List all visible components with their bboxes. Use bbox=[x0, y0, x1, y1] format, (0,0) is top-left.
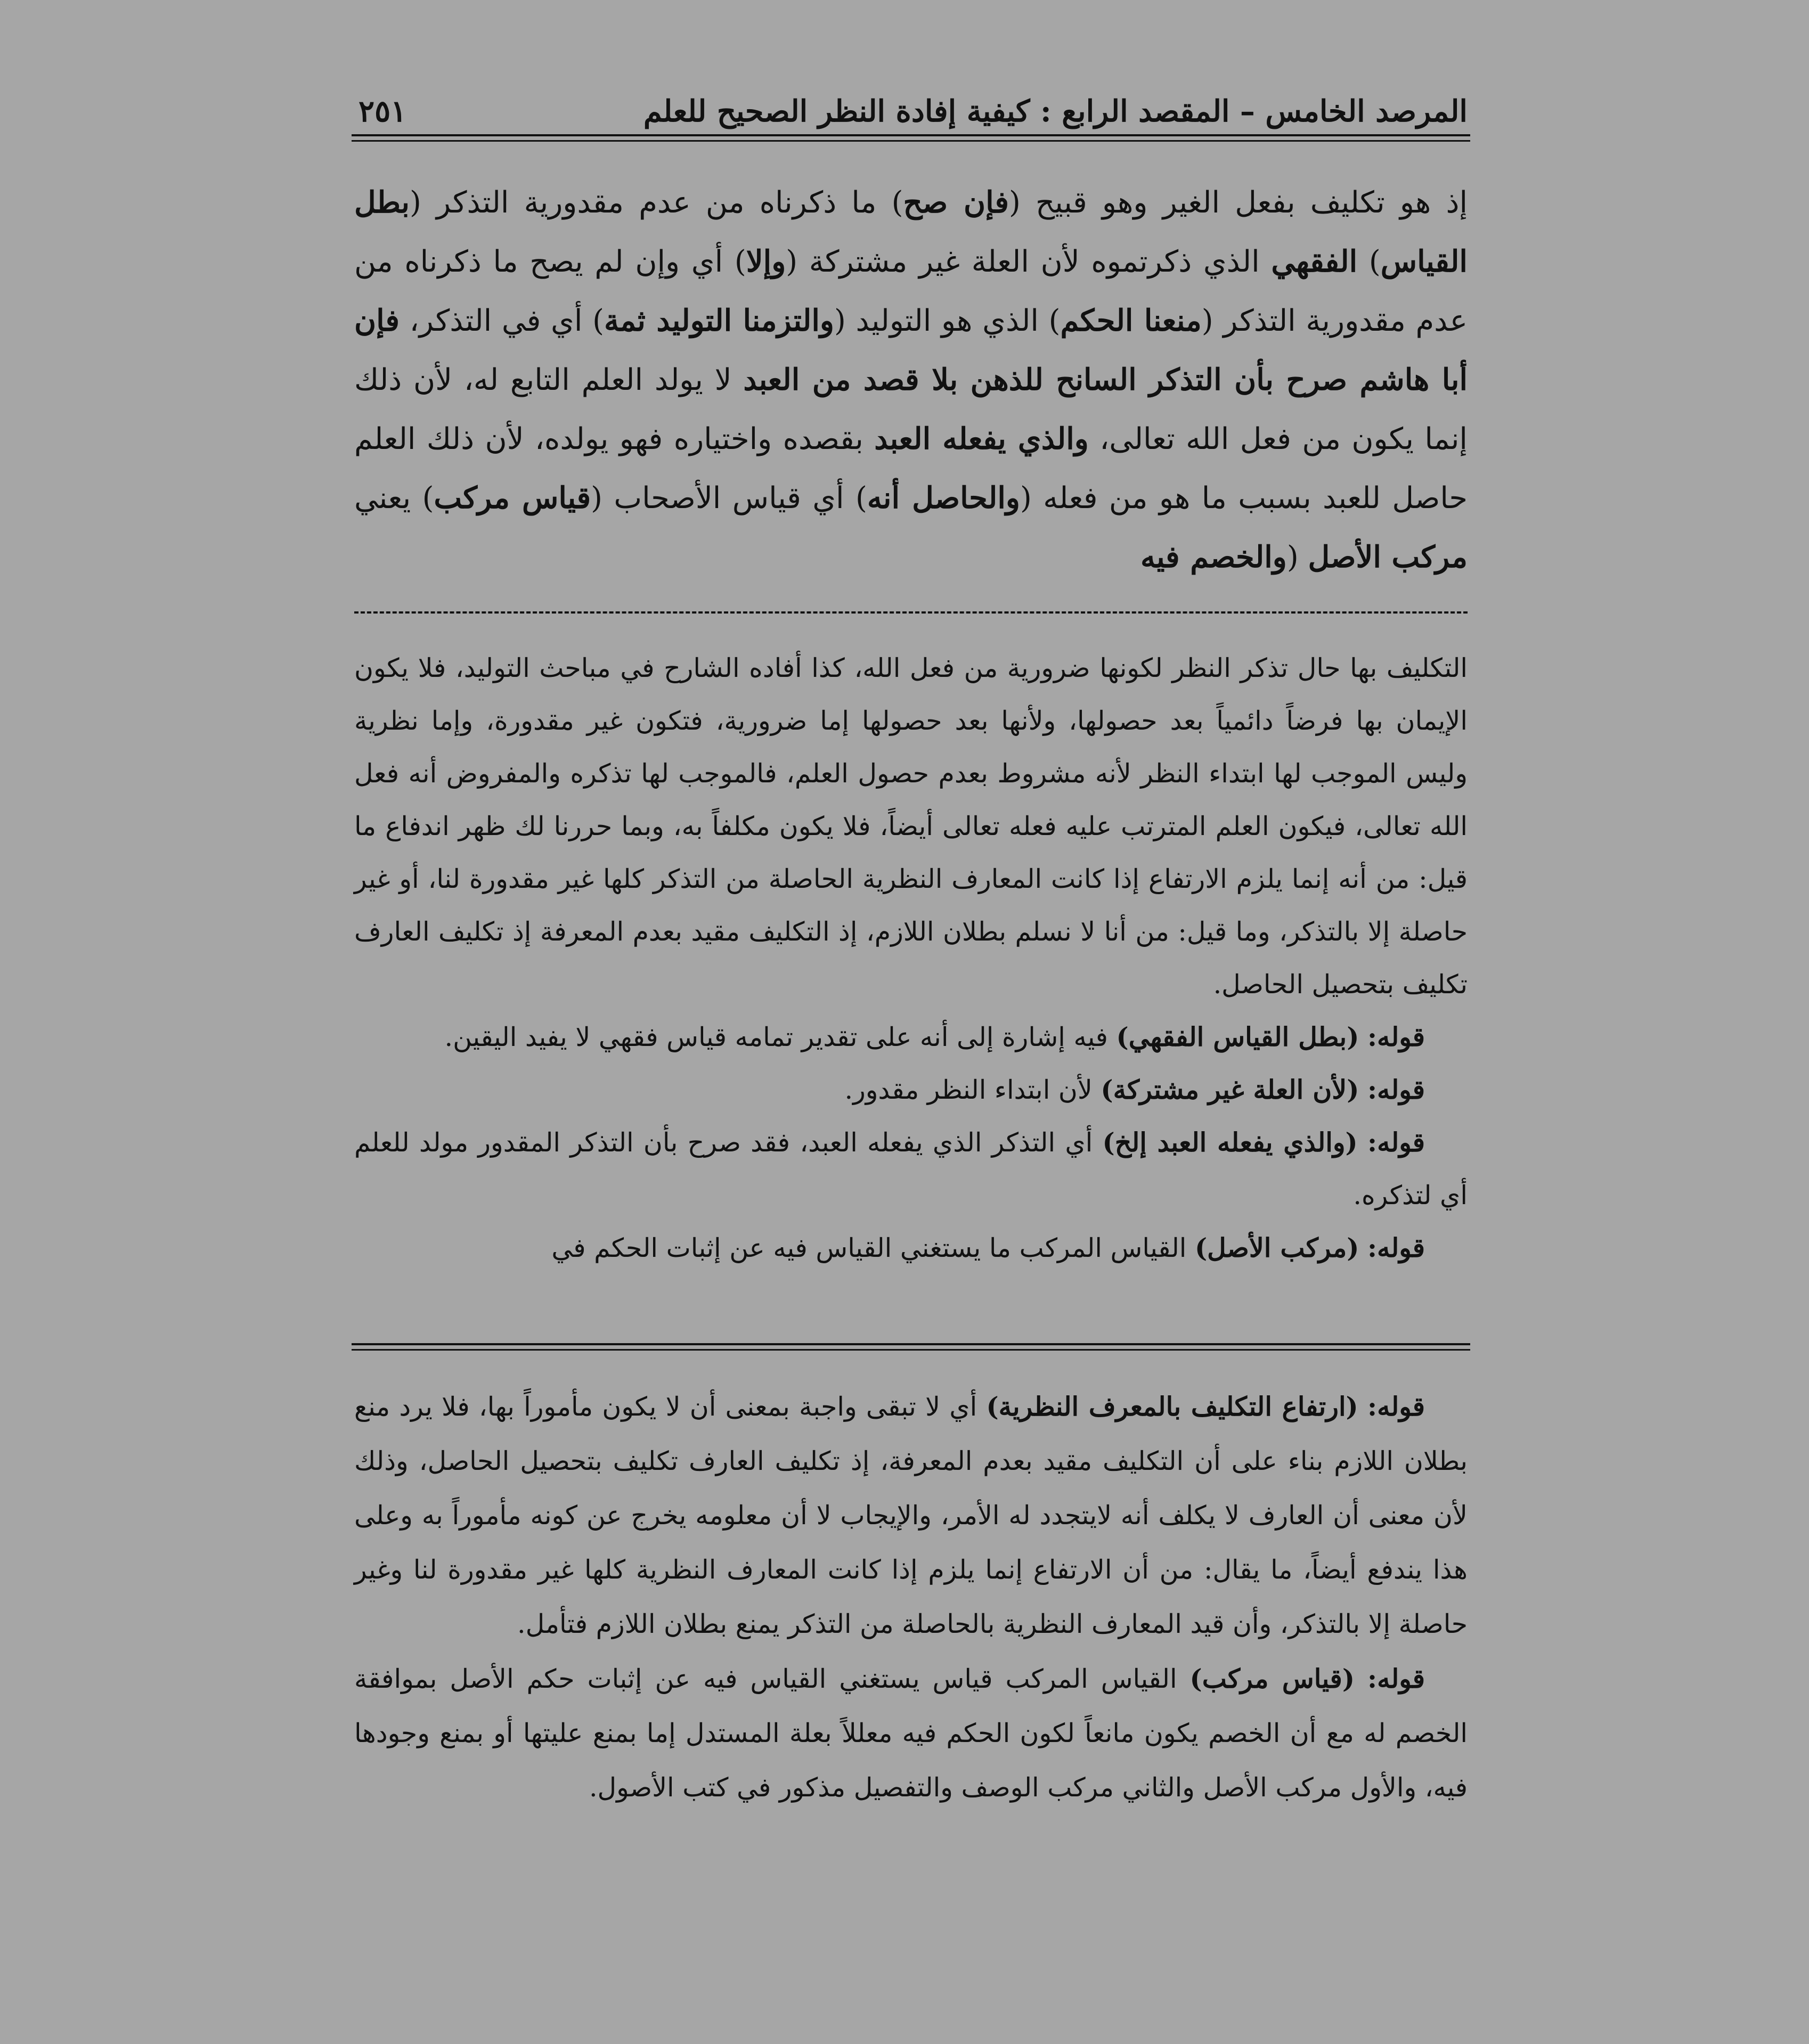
gloss-section bbox=[354, 1379, 1468, 1815]
commentary-paragraph: التكليف بها حال تذكر النظر لكونها ضرورية من فعل الله، كذا أفاده الشارح في مباحث التوليد، فلا يكون الإيمان بها فرضاً دائمياً بعد حصولها، ولأنها بعد حصولها إما ضرورية، فتكون غير مقدورة، وإما نظرية وليس الموجب لها ابتداء النظر لأنه مشروط بعدم حصول العلم، فالموجب لها تذكره والمفروض أنه فعل الله تعالى، فيكون العلم المترتب عليه فعله تعالى أيضاً، فلا يكون مكلفاً به، وبما حررنا لك ظهر اندفاع ما قيل: من أنه إنما يلزم الارتفاع إذا كانت المعارف النظرية الحاصلة من التذكر كلها غير مقدورة لنا، أو غير حاصلة إلا بالتذكر، وما قيل: من أنا لا نسلم بطلان اللازم، إذ التكليف مقيد بعدم المعرفة إذ تكليف العارف تكليف بتحصيل الحاصل. bbox=[354, 653, 1468, 1000]
main-text bbox=[354, 173, 1468, 587]
section-divider-double bbox=[352, 1343, 1470, 1351]
header-rule bbox=[352, 134, 1470, 142]
running-header bbox=[354, 89, 1468, 132]
page-number: ٢٥١ bbox=[358, 94, 407, 129]
commentary-section bbox=[354, 642, 1468, 1274]
header-title: المرصد الخامس – المقصد الرابع : كيفية إفادة النظر الصحيح للعلم bbox=[643, 94, 1468, 129]
commentary-note: قوله: (بطل القياس الفقهي) فيه إشارة إلى أنه على تقدير تمامه قياس فقهي لا يفيد اليقين. bbox=[444, 1021, 1425, 1052]
commentary-note: قوله: (والذي يفعله العبد إلخ) أي التذكر الذي يفعله العبد، فقد صرح بأن التذكر المقدور مولد للعلم أي لتذكره. bbox=[354, 1127, 1468, 1211]
main-paragraph: إذ هو تكليف بفعل الغير وهو قبيح (فإن صح) ما ذكرناه من عدم مقدورية التذكر (بطل القياس) الفقهي الذي ذكرتموه لأن العلة غير مشتركة (وإلا) أي وإن لم يصح ما ذكرناه من عدم مقدورية التذكر (منعنا الحكم) الذي هو التوليد (والتزمنا التوليد ثمة) أي في التذكر، فإن أبا هاشم صرح بأن التذكر السانح للذهن بلا قصد من العبد لا يولد العلم التابع له، لأن ذلك إنما يكون من فعل الله تعالى، والذي يفعله العبد بقصده واختياره فهو يولده، لأن ذلك العلم حاصل للعبد بسبب ما هو من فعله (والحاصل أنه) أي قياس الأصحاب (قياس مركب) يعني مركب الأصل (والخصم فيه bbox=[354, 185, 1468, 575]
commentary-note: قوله: (لأن العلة غير مشتركة) لأن ابتداء النظر مقدور. bbox=[844, 1074, 1425, 1105]
commentary-note: قوله: (مركب الأصل) القياس المركب ما يستغني القياس فيه عن إثبات الحكم في bbox=[551, 1232, 1425, 1263]
gloss-note: قوله: (قياس مركب) القياس المركب قياس يستغني القياس فيه عن إثبات حكم الأصل بموافقة الخصم له مع أن الخصم يكون مانعاً لكون الحكم فيه معللاً بعلة المستدل إما بمنع عليتها أو بمنع وجودها فيه، والأول مركب الأصل والثاني مركب الوصف والتفصيل مذكور في كتب الأصول. bbox=[354, 1663, 1468, 1803]
section-divider-dashed bbox=[354, 611, 1468, 614]
gloss-note: قوله: (ارتفاع التكليف بالمعرف النظرية) أي لا تبقى واجبة بمعنى أن لا يكون مأموراً بها، فلا يرد منع بطلان اللازم بناء على أن التكليف مقيد بعدم المعرفة، إذ تكليف العارف تكليف بتحصيل الحاصل، وذلك لأن معنى أن العارف لا يكلف أنه لايتجدد له الأمر، والإيجاب لا أن معلومه يخرج عن كونه مأموراً به وعلى هذا يندفع أيضاً، ما يقال: من أن الارتفاع إنما يلزم إذا كانت المعارف النظرية كلها غير مقدورة لنا وغير حاصلة إلا بالتذكر، وأن قيد المعارف النظرية بالحاصلة من التذكر يمنع بطلان اللازم فتأمل. bbox=[354, 1391, 1468, 1639]
